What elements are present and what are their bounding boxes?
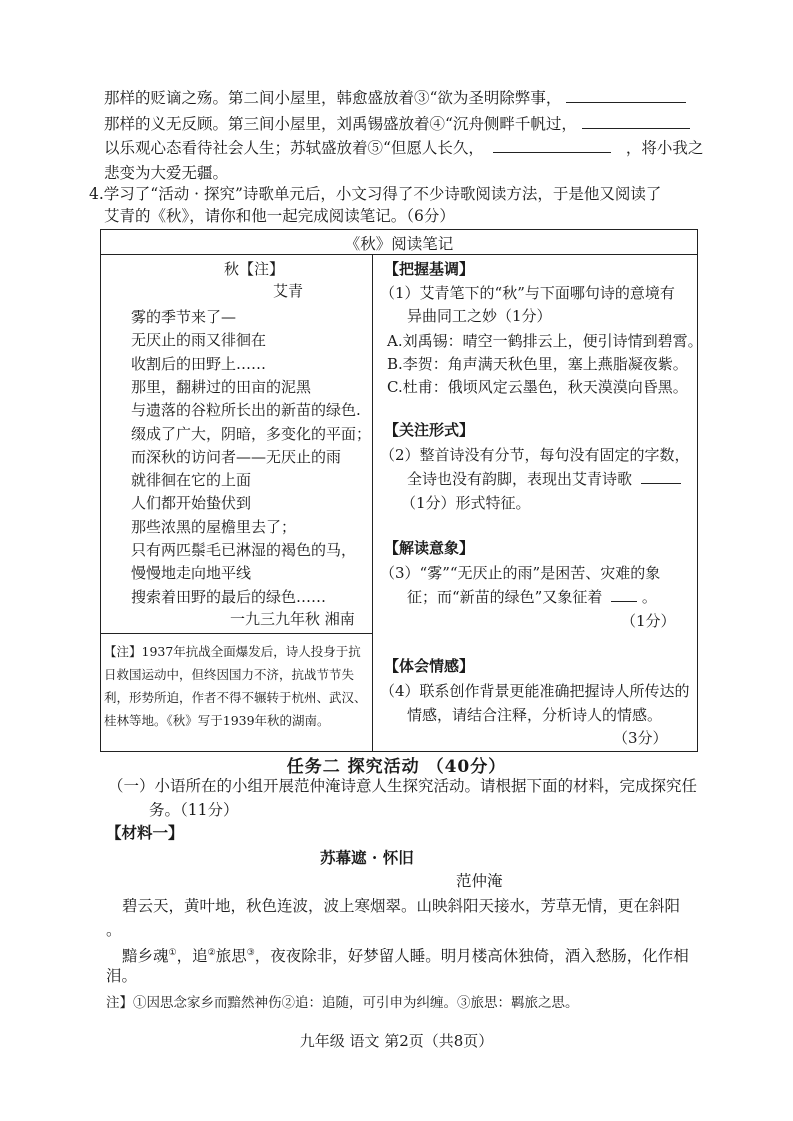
q1-option-c[interactable]: C.杜甫：俄顷风定云墨色，秋天漠漠向昏黑。	[387, 378, 688, 396]
poem-line: 就徘徊在它的上面	[131, 471, 252, 490]
poem-line: 慢慢地走向地平线	[131, 564, 252, 583]
q2-text-3: （1分）形式特征。	[401, 494, 531, 512]
note-line: 日救国运动中，但终因国力不济，抗战节节失	[104, 667, 355, 682]
answer-blank-5[interactable]	[493, 138, 611, 153]
q1-option-b[interactable]: B.李贺：角声满天秋色里，塞上燕脂凝夜紫。	[387, 355, 688, 373]
task-2-title: 任务二 探究活动 （40分）	[286, 757, 507, 777]
q2-text-2: 全诗也没有韵脚，表现出艾青诗歌	[407, 467, 681, 491]
intro-line-2: 那样的义无反顾。第三间小屋里，刘禹锡盛放着④“沉舟侧畔千帆过，	[104, 114, 690, 134]
q2-answer-blank[interactable]	[641, 469, 681, 484]
poem-line: 雾的季节来了—	[131, 308, 237, 326]
note-line: 桂林等地。《秋》写于1939年秋的湖南。	[104, 713, 330, 728]
reading-notes-table	[100, 229, 703, 752]
ci-verse-1-end: 。	[106, 921, 122, 939]
q2-text: （2）整首诗没有分节，每句没有固定的字数，	[380, 446, 690, 464]
ci-verse-1: 碧云天，黄叶地，秋色连波，波上寒烟翠。山映斜阳天接水，芳草无情，更在斜阳	[122, 897, 681, 915]
poem-line: 无厌止的雨又徘徊在	[131, 331, 267, 350]
column-divider	[372, 254, 373, 751]
poem-date: 一九三九年秋 湘南	[230, 610, 355, 628]
intro-line-1: 那样的贬谪之殇。第二间小屋里，韩愈盛放着③“欲为圣明除弊事，	[104, 88, 686, 108]
q1-option-a[interactable]: A.刘禹锡：晴空一鹤排云上，便引诗情到碧霄。	[387, 332, 703, 350]
poem-line: 缀成了广大，阴暗，多变化的平面；	[131, 424, 372, 443]
answer-blank-3[interactable]	[566, 88, 686, 103]
note-line: 【注】1937年抗战全面爆发后，诗人投身于抗	[104, 644, 361, 659]
poem-line: 搜索着田野的最后的绿色……	[131, 587, 327, 606]
poem-line: 那里，翻耕过的田亩的泥黑	[131, 377, 312, 396]
poem-line: 人们都开始蛰伏到	[131, 494, 252, 513]
material-1-label: 【材料一】	[106, 823, 184, 842]
ci-title: 苏幕遮 · 怀旧	[320, 848, 414, 867]
q4-score: （3分）	[613, 729, 668, 747]
table-header	[101, 230, 697, 255]
intro-line-3: 以乐观心态看待社会人生；苏轼盛放着⑤“但愿人长久， ，将小我之	[104, 139, 704, 157]
ci-note: 注】①因思念家乡而黯然神伤②追：追随，可引申为纠缠。③旅思：羁旅之思。	[106, 995, 579, 1011]
poem-line: 而深秋的访问者——无厌止的雨	[131, 447, 342, 466]
ci-verse-2-end: 泪。	[106, 967, 138, 985]
question-4-line-1: 4.学习了“活动 · 探究”诗歌单元后，小文习得了不少诗歌阅读方法，于是他又阅读了	[89, 185, 662, 203]
task-2-intro-2: 务。（11分）	[149, 801, 239, 819]
ci-verse-2: 黯乡魂①，追②旅思③，夜夜除非，好梦留人睡。明月楼高休独倚，酒入愁肠，化作相	[122, 947, 689, 965]
intro-line-4: 悲变为大爱无疆。	[104, 164, 229, 182]
q4-text: （4）联系创作背景更能准确把握诗人所传达的	[380, 682, 690, 700]
q3-text-2: 征；而“新苗的绿色”又象征着 。	[407, 588, 657, 606]
task-2-intro-1: （一）小语所在的小组开展范仲淹诗意人生探究活动。请根据下面的材料，完成探究任	[108, 777, 698, 795]
q3-answer-blank[interactable]	[611, 587, 637, 602]
table-header-title: 《秋》阅读笔记	[344, 235, 454, 253]
page-footer: 九年级 语文 第2页（共8页）	[299, 1032, 494, 1050]
ci-author: 范仲淹	[456, 872, 503, 890]
section-head-form: 【关注形式】	[384, 421, 475, 439]
poem-author: 艾青	[273, 282, 304, 300]
q3-score: （1分）	[621, 612, 676, 630]
poem-line: 那些浓黑的屋檐里去了；	[131, 517, 297, 536]
note-line: 利，形势所迫，作者不得不辗转于杭州、武汉、	[104, 690, 367, 705]
poem-line: 只有两匹鬃毛已淋湿的褐色的马，	[131, 541, 357, 559]
poem-title: 秋【注】	[224, 260, 285, 278]
note-divider	[101, 633, 372, 634]
poem-line: 与遗落的谷粒所长出的新苗的绿色.	[131, 401, 361, 420]
section-head-imagery: 【解读意象】	[384, 539, 475, 557]
q3-text: （3）“雾”“无厌止的雨”是困苦、灾难的象	[380, 564, 661, 582]
answer-blank-4[interactable]	[582, 114, 690, 129]
section-head-tone: 【把握基调】	[384, 260, 475, 278]
section-head-emotion: 【体会情感】	[384, 657, 475, 675]
question-4-line-2: 艾青的《秋》，请你和他一起完成阅读笔记。（6分）	[104, 207, 455, 225]
q1-text: （1）艾青笔下的“秋”与下面哪句诗的意境有	[380, 284, 675, 302]
poem-line: 收割后的田野上……	[131, 354, 267, 373]
q4-text-2: 情感，请结合注释，分析诗人的情感。	[407, 706, 663, 724]
q1-text-2: 异曲同工之妙（1分）	[407, 307, 552, 325]
